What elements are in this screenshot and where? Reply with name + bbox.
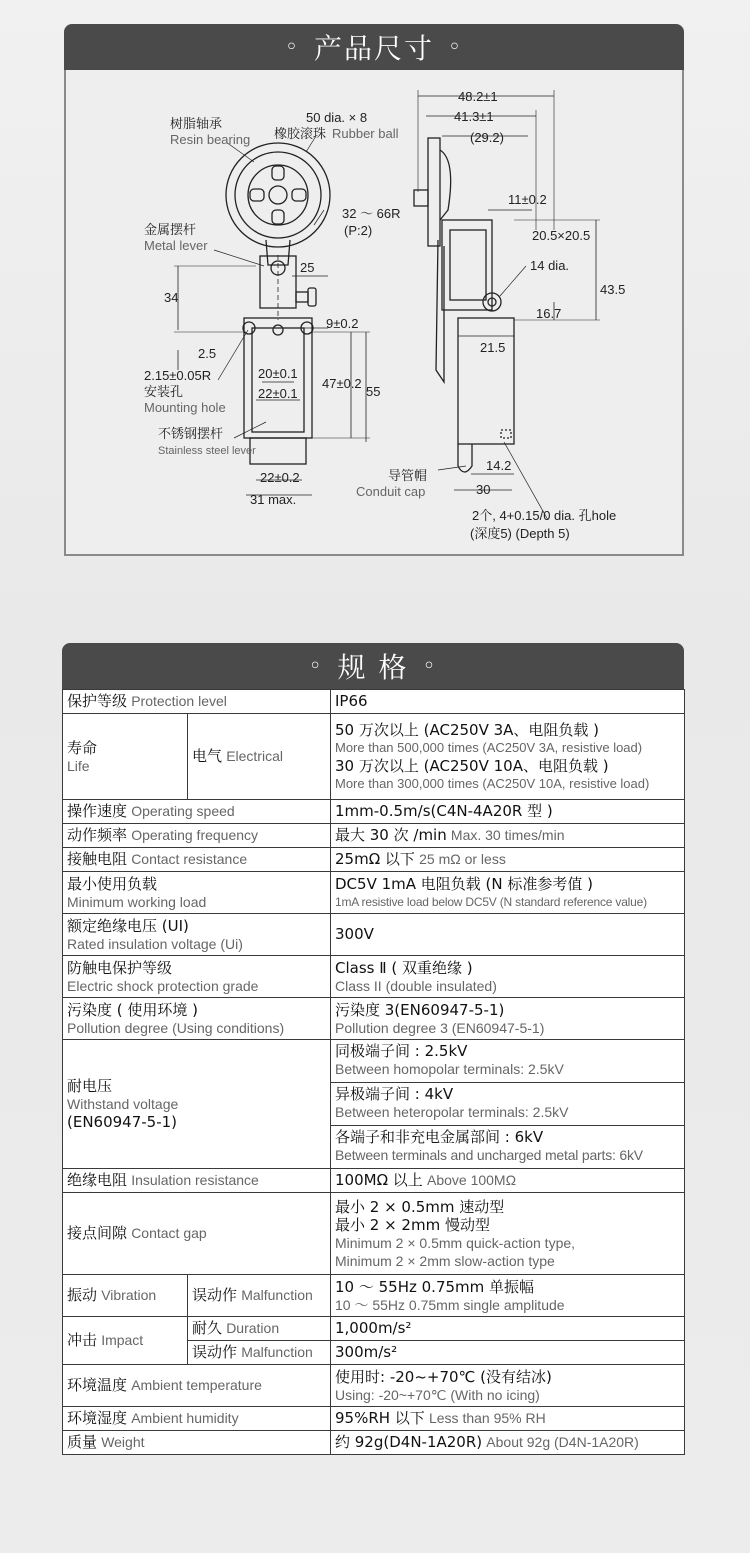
specs-header <box>62 643 684 689</box>
mounting-hole-zh: 安装孔 <box>144 384 184 399</box>
dimensions-title: 产品尺寸 <box>313 32 434 65</box>
dim-22b: 22±0.2 <box>260 470 300 485</box>
dim-25: 25 <box>300 260 315 275</box>
row-sublabel: 误动作 Malfunction <box>188 1341 331 1365</box>
row-label: 操作速度 Operating speed <box>63 800 331 824</box>
metal-lever-zh: 金属摆杆 <box>144 222 197 237</box>
row-value: IP66 <box>331 690 685 714</box>
bullet-icon: ◦ <box>285 34 300 60</box>
row-value: 同极端子间 : 2.5kV Between homopolar terminals: 2.5kV 异极端子间 : 4kV Between heteropolar terminals: 2.5kV 各端子和非充电金属部间 : 6kV Between terminals and uncharged metal parts: 6kV <box>331 1040 685 1169</box>
width-48: 48.2±1 <box>458 89 498 104</box>
dia-14: 14 dia. <box>530 258 570 273</box>
table-row <box>63 1431 685 1455</box>
resin-bearing-zh: 树脂轴承 <box>170 116 223 131</box>
dim-31: 31 max. <box>250 492 297 507</box>
row-value: 最小 2 × 0.5mm 速动型 最小 2 × 2mm 慢动型 Minimum 2 × 0.5mm quick-action type, Minimum 2 × 2mm slow-action type <box>331 1193 685 1275</box>
radius-dimension: 32 ～ 66R <box>342 206 401 221</box>
stainless-lever-zh: 不锈钢摆杆 <box>158 426 224 441</box>
row-label: 最小使用负载 Minimum working load <box>63 872 331 914</box>
dimensions-header <box>64 24 684 70</box>
row-value: 污染度 3(EN60947-5-1) Pollution degree 3 (EN60947-5-1) <box>331 998 685 1040</box>
row-label: 环境温度 Ambient temperature <box>63 1365 331 1407</box>
conduit-cap-zh: 导管帽 <box>388 468 428 483</box>
bullet-icon: ◦ <box>308 653 324 679</box>
dim-47: 47±0.2 <box>322 376 362 391</box>
dim-34: 34 <box>164 290 179 305</box>
dim-2-5: 2.5 <box>198 346 217 361</box>
table-row <box>63 714 685 800</box>
row-label: 防触电保护等级 Electric shock protection grade <box>63 956 331 998</box>
row-label: 环境湿度 Ambient humidity <box>63 1407 331 1431</box>
table-row <box>63 690 685 714</box>
table-row <box>63 1193 685 1275</box>
square-dimension: 20.5×20.5 <box>532 228 591 243</box>
resin-bearing-en: Resin bearing <box>170 132 251 147</box>
table-row <box>63 1169 685 1193</box>
row-sublabel: 误动作 Malfunction <box>188 1275 331 1317</box>
dim-9: 9±0.2 <box>326 316 359 331</box>
row-label: 接点间隙 Contact gap <box>63 1193 331 1275</box>
rubber-ball-zh: 橡胶滚珠 <box>274 126 327 141</box>
row-label: 寿命 Life <box>63 714 188 800</box>
hole-dimension: 2.15±0.05R <box>144 368 212 383</box>
row-label: 振动 Vibration <box>63 1275 188 1317</box>
dim-21-5: 21.5 <box>480 340 506 355</box>
row-label: 质量 Weight <box>63 1431 331 1455</box>
table-row <box>63 998 685 1040</box>
table-row <box>63 1040 685 1169</box>
ball-dimension: 50 dia. × 8 <box>306 110 368 125</box>
specs-title: 规 格 <box>337 651 409 684</box>
table-row <box>63 1407 685 1431</box>
rubber-ball-en: Rubber ball <box>332 126 399 141</box>
width-29: (29.2) <box>470 130 504 145</box>
row-value: 最大 30 次 /min Max. 30 times/min <box>331 824 685 848</box>
bullet-icon: ◦ <box>422 653 438 679</box>
row-value: 1mm-0.5m/s(C4N-4A20R 型 ) <box>331 800 685 824</box>
dim-14-2: 14.2 <box>486 458 512 473</box>
dim-43-5: 43.5 <box>600 282 626 297</box>
row-value: 300m/s² <box>331 1341 685 1365</box>
table-row <box>63 956 685 998</box>
spec-table <box>62 689 685 1455</box>
dim-11: 11±0.2 <box>508 192 547 207</box>
row-label: 额定绝缘电压 (UI) Rated insulation voltage (Ui) <box>63 914 331 956</box>
row-value: DC5V 1mA 电阻负载 (N 标准参考值 ) 1mA resistive load below DC5V (N standard reference value) <box>331 872 685 914</box>
width-41: 41.3±1 <box>454 109 494 124</box>
table-row <box>63 848 685 872</box>
table-row <box>63 800 685 824</box>
row-sublabel: 耐久 Duration <box>188 1317 331 1341</box>
conduit-cap-en: Conduit cap <box>356 484 426 499</box>
bullet-icon: ◦ <box>448 34 463 60</box>
table-row <box>63 1317 685 1341</box>
mounting-hole-en: Mounting hole <box>144 400 226 415</box>
row-sublabel: 电气 Electrical <box>188 714 331 800</box>
row-label: 绝缘电阻 Insulation resistance <box>63 1169 331 1193</box>
dim-16-7: 16.7 <box>536 306 562 321</box>
dim-30: 30 <box>476 482 491 497</box>
row-value: 50 万次以上 (AC250V 3A、电阻负载 ) More than 500,000 times (AC250V 3A, resistive load) 30 万次以上 (AC250V 10A、电阻负载 ) More than 300,000 times (AC250V 10A, resistive load) <box>331 714 685 800</box>
row-value: 10 ～ 55Hz 0.75mm 单振幅 10 ～ 55Hz 0.75mm single amplitude <box>331 1275 685 1317</box>
technical-drawing <box>66 70 686 556</box>
dim-55: 55 <box>366 384 381 399</box>
stainless-lever-en: Stainless steel lever <box>158 445 256 457</box>
row-value: 25mΩ 以下 25 mΩ or less <box>331 848 685 872</box>
row-value: 95%RH 以下 Less than 95% RH <box>331 1407 685 1431</box>
row-value: Class Ⅱ ( 双重绝缘 ) Class II (double insulated) <box>331 956 685 998</box>
table-row <box>63 1275 685 1317</box>
row-label: 动作频率 Operating frequency <box>63 824 331 848</box>
row-value: 约 92g(D4N-1A20R) About 92g (D4N-1A20R) <box>331 1431 685 1455</box>
row-value: 使用时: -20~+70℃ (没有结冰) Using: -20~+70℃ (With no icing) <box>331 1365 685 1407</box>
table-row <box>63 872 685 914</box>
hole-depth: (深度5) (Depth 5) <box>470 526 570 541</box>
pitch-label: (P:2) <box>344 223 373 238</box>
row-label: 冲击 Impact <box>63 1317 188 1365</box>
row-value: 1,000m/s² <box>331 1317 685 1341</box>
table-row <box>63 824 685 848</box>
row-label: 接触电阻 Contact resistance <box>63 848 331 872</box>
row-value: 100MΩ 以上 Above 100MΩ <box>331 1169 685 1193</box>
row-label: 污染度 ( 使用环境 ) Pollution degree (Using conditions) <box>63 998 331 1040</box>
dimension-drawing <box>64 70 684 556</box>
row-label: 保护等级 Protection level <box>63 690 331 714</box>
metal-lever-en: Metal lever <box>144 238 208 253</box>
row-value: 300V <box>331 914 685 956</box>
dim-22a: 22±0.1 <box>258 386 298 401</box>
table-row <box>63 914 685 956</box>
hole-spec: 2个, 4+0.15/0 dia. 孔hole <box>472 508 617 523</box>
table-row <box>63 1365 685 1407</box>
row-label: 耐电压 Withstand voltage (EN60947-5-1) <box>63 1040 331 1169</box>
dim-20: 20±0.1 <box>258 366 298 381</box>
